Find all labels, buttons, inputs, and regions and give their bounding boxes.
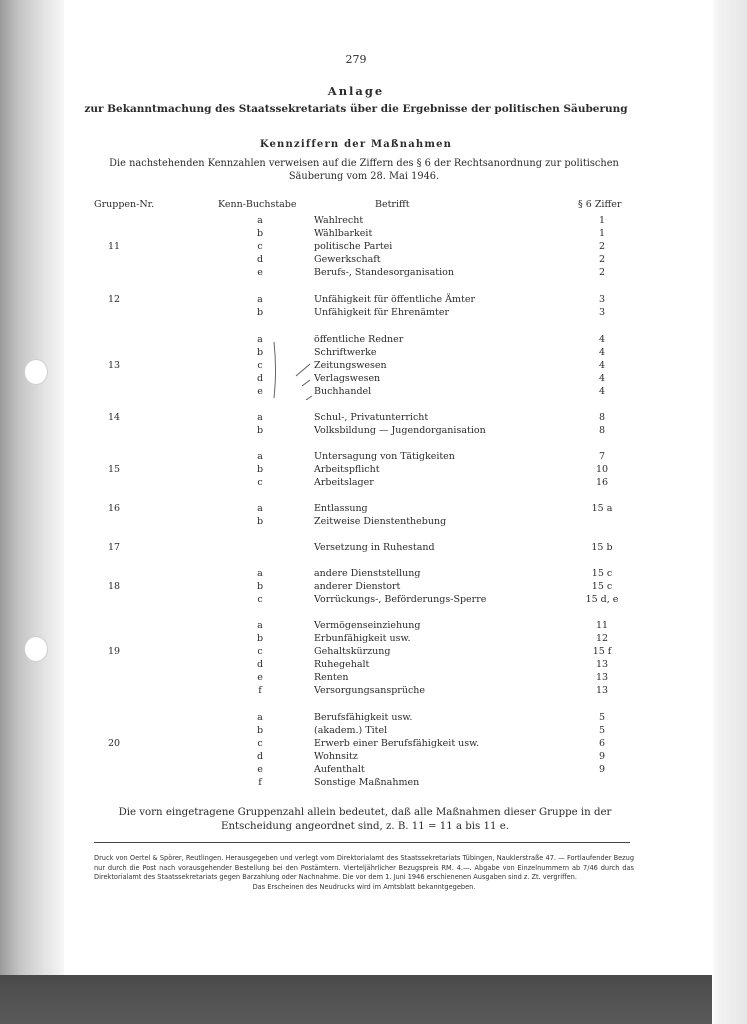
kenn-letter: d [256,373,264,384]
group-number: 11 [107,241,121,252]
betrifft-text: Aufenthalt [314,764,365,775]
kenn-letter: c [257,360,263,371]
document-title: Anlage [327,84,385,98]
betrifft-text: Arbeitslager [314,477,374,488]
paragraph-number: 4 [598,360,606,371]
column-header-ziffer: § 6 Ziffer [578,199,622,210]
kenn-letter: a [257,712,263,723]
paragraph-number: 12 [595,633,609,644]
table-row [0,464,712,477]
betrifft-text: Schul-, Privatunterricht [314,412,429,423]
betrifft-text: Buchhandel [314,386,372,397]
table-row [0,764,712,777]
paragraph-number: 15 c [591,581,613,592]
table-row [0,712,712,725]
paragraph-number: 1 [598,215,606,226]
betrifft-text: Ruhegehalt [314,659,370,670]
imprint [94,854,634,892]
imprint-notice: Das Erscheinen des Neudrucks wird im Amtsblatt bekanntgegeben. [252,882,476,891]
betrifft-text: Entlassung [314,503,368,514]
betrifft-text: Wählbarkeit [314,228,373,239]
betrifft-text: Schriftwerke [314,347,377,358]
kenn-letter: b [256,725,264,736]
paragraph-number: 2 [598,267,606,278]
paragraph-number: 15 a [591,503,613,514]
group-number: 14 [107,412,121,423]
table-row [0,307,712,320]
paragraph-number: 8 [598,425,606,436]
table-row [0,777,712,790]
paragraph-number: 15 d, e [585,594,619,605]
betrifft-text: Untersagung von Tätigkeiten [314,451,455,462]
table-row [0,633,712,646]
group-number: 17 [107,542,121,553]
table-row [0,334,712,347]
betrifft-text: Volksbildung — Jugendorganisation [314,425,486,436]
table-row [0,685,712,698]
table-row [0,215,712,228]
kenn-letter: b [256,228,264,239]
paragraph-number: 9 [598,764,606,775]
group-number: 15 [107,464,121,475]
betrifft-text: Zeitungswesen [314,360,387,371]
betrifft-text: Berufs-, Standesorganisation [314,267,454,278]
paragraph-number: 15 f [592,646,612,657]
kenn-letter: f [258,685,262,696]
section-heading: Kennziffern der Maßnahmen [259,139,453,150]
kenn-letter: e [257,386,263,397]
paragraph-number: 4 [598,334,606,345]
betrifft-text: Berufsfähigkeit usw. [314,712,413,723]
handwritten-bracket-mark [268,340,312,400]
table-row [0,294,712,307]
table-row [0,725,712,738]
betrifft-text: Vermögenseinziehung [314,620,421,631]
paragraph-number: 4 [598,347,606,358]
paragraph-number: 16 [595,477,609,488]
column-header-kennbuchstabe: Kenn-Buchstabe [218,199,297,210]
table-row [0,751,712,764]
betrifft-text: Wohnsitz [314,751,358,762]
betrifft-text: Zeitweise Dienstenthebung [314,516,447,527]
betrifft-text: Versetzung in Ruhestand [314,542,435,553]
betrifft-text: Versorgungsansprüche [314,685,426,696]
table-row [0,451,712,464]
kenn-letter: c [257,241,263,252]
paragraph-number: 11 [595,620,609,631]
paragraph-number: 9 [598,751,606,762]
group-number: 16 [107,503,121,514]
kenn-letter: a [257,215,263,226]
table-row [0,594,712,607]
kenn-letter: b [256,581,264,592]
kenn-letter: e [257,267,263,278]
table-row [0,503,712,516]
betrifft-text: Sonstige Maßnahmen [314,777,420,788]
kenn-letter: a [257,451,263,462]
kenn-letter: d [256,751,264,762]
table-row [0,568,712,581]
group-number: 12 [107,294,121,305]
paragraph-number: 15 b [591,542,613,553]
betrifft-text: Erwerb einer Berufsfähigkeit usw. [314,738,480,749]
kenn-letter: e [257,764,263,775]
kenn-letter: a [257,294,263,305]
betrifft-text: Unfähigkeit für öffentliche Ämter [314,294,476,305]
paragraph-number: 7 [598,451,606,462]
betrifft-text: (akadem.) Titel [314,725,388,736]
betrifft-text: Gewerkschaft [314,254,381,265]
betrifft-text: Arbeitspflicht [314,464,380,475]
footer-note: Die vorn eingetragene Gruppenzahl allein bedeutet, daß alle Maßnahmen dieser Gruppe in der Entscheidung angeordnet sind, z. B. 11 = 11 a bis 11 e. [118,807,612,832]
betrifft-text: öffentliche Redner [314,334,404,345]
column-header-betrifft: Betrifft [375,199,410,210]
paragraph-number: 13 [595,685,609,696]
scan-border [0,975,712,1024]
table-row [0,347,712,360]
kenn-letter: c [257,477,263,488]
paragraph-number: 4 [598,373,606,384]
table-row [0,228,712,241]
betrifft-text: Verlagswesen [314,373,381,384]
betrifft-text: Vorrückungs-, Beförderungs-Sperre [314,594,487,605]
betrifft-text: politische Partei [314,241,393,252]
kenn-letter: a [257,412,263,423]
divider-line [94,842,630,843]
page-number: 279 [345,53,367,66]
kenn-letter: a [257,568,263,579]
kenn-letter: b [256,307,264,318]
kenn-letter: b [256,425,264,436]
paragraph-number: 3 [598,307,606,318]
group-number: 19 [107,646,121,657]
kenn-letter: b [256,516,264,527]
kenn-letter: c [257,594,263,605]
paragraph-number: 15 c [591,568,613,579]
table-row [0,659,712,672]
table-row [0,738,712,751]
table-row [0,373,712,386]
table-row [0,254,712,267]
paragraph-number: 2 [598,254,606,265]
paragraph-number: 1 [598,228,606,239]
column-header-gruppen: Gruppen-Nr. [94,199,155,210]
kenn-letter: a [257,620,263,631]
table-row [0,581,712,594]
table-row [0,241,712,254]
table-row [0,516,712,529]
betrifft-text: Unfähigkeit für Ehrenämter [314,307,449,318]
betrifft-text: Erbunfähigkeit usw. [314,633,411,644]
paragraph-number: 2 [598,241,606,252]
kenn-letter: a [257,503,263,514]
betrifft-text: Gehaltskürzung [314,646,391,657]
paragraph-number: 10 [595,464,609,475]
paragraph-number: 5 [598,712,606,723]
kenn-letter: c [257,646,263,657]
kenn-letter: d [256,659,264,670]
kenn-letter: c [257,738,263,749]
table-row [0,672,712,685]
table-row [0,620,712,633]
betrifft-text: Renten [314,672,349,683]
imprint-text: Druck von Oertel & Spörer, Reutlingen. Herausgegeben und verlegt vom Direktorialamt des Staatssekretariats Tübingen, Nauklerstraße 47. — Fortlaufender Bezug nur durch die Post nach vorausgehender Bestellung bei den Postämtern. Vierteljährlicher Bezugspreis RM. 4.—. Abgabe von Einzelnummern ab 7/46 durch das Direktorialamt des Staatssekretariats gegen Barzahlung oder Nachnahme. Die vor dem 1. Juni 1946 erschienenen Ausgaben sind z. Zt. vergriffen. [94,854,634,882]
kenn-letter: a [257,334,263,345]
paragraph-number: 8 [598,412,606,423]
paragraph-number: 4 [598,386,606,397]
kenn-letter: b [256,347,264,358]
betrifft-text: anderer Dienstort [314,581,401,592]
document-subtitle: zur Bekanntmachung des Staatssekretariats über die Ergebnisse der politischen Säuberung [84,103,628,115]
table-row [0,386,712,399]
betrifft-text: andere Dienststellung [314,568,421,579]
kenn-letter: b [256,633,264,644]
kenn-letter: b [256,464,264,475]
table-row [0,542,712,555]
kenn-letter: e [257,672,263,683]
betrifft-text: Wahlrecht [314,215,364,226]
kenn-letter: f [258,777,262,788]
group-number: 18 [107,581,121,592]
table-row [0,412,712,425]
table-row [0,477,712,490]
paragraph-number: 13 [595,659,609,670]
paragraph-number: 6 [598,738,606,749]
page-edge [712,0,747,1024]
intro-paragraph: Die nachstehenden Kennzahlen verweisen auf die Ziffern des § 6 der Rechtsanordnung zur politischen Säuberung vom 28. Mai 1946. [109,158,619,182]
group-number: 20 [107,738,121,749]
paragraph-number: 13 [595,672,609,683]
paragraph-number: 5 [598,725,606,736]
table-row [0,267,712,280]
kenn-letter: d [256,254,264,265]
paragraph-number: 3 [598,294,606,305]
table-row [0,425,712,438]
group-number: 13 [107,360,121,371]
table-row [0,646,712,659]
table-row [0,360,712,373]
